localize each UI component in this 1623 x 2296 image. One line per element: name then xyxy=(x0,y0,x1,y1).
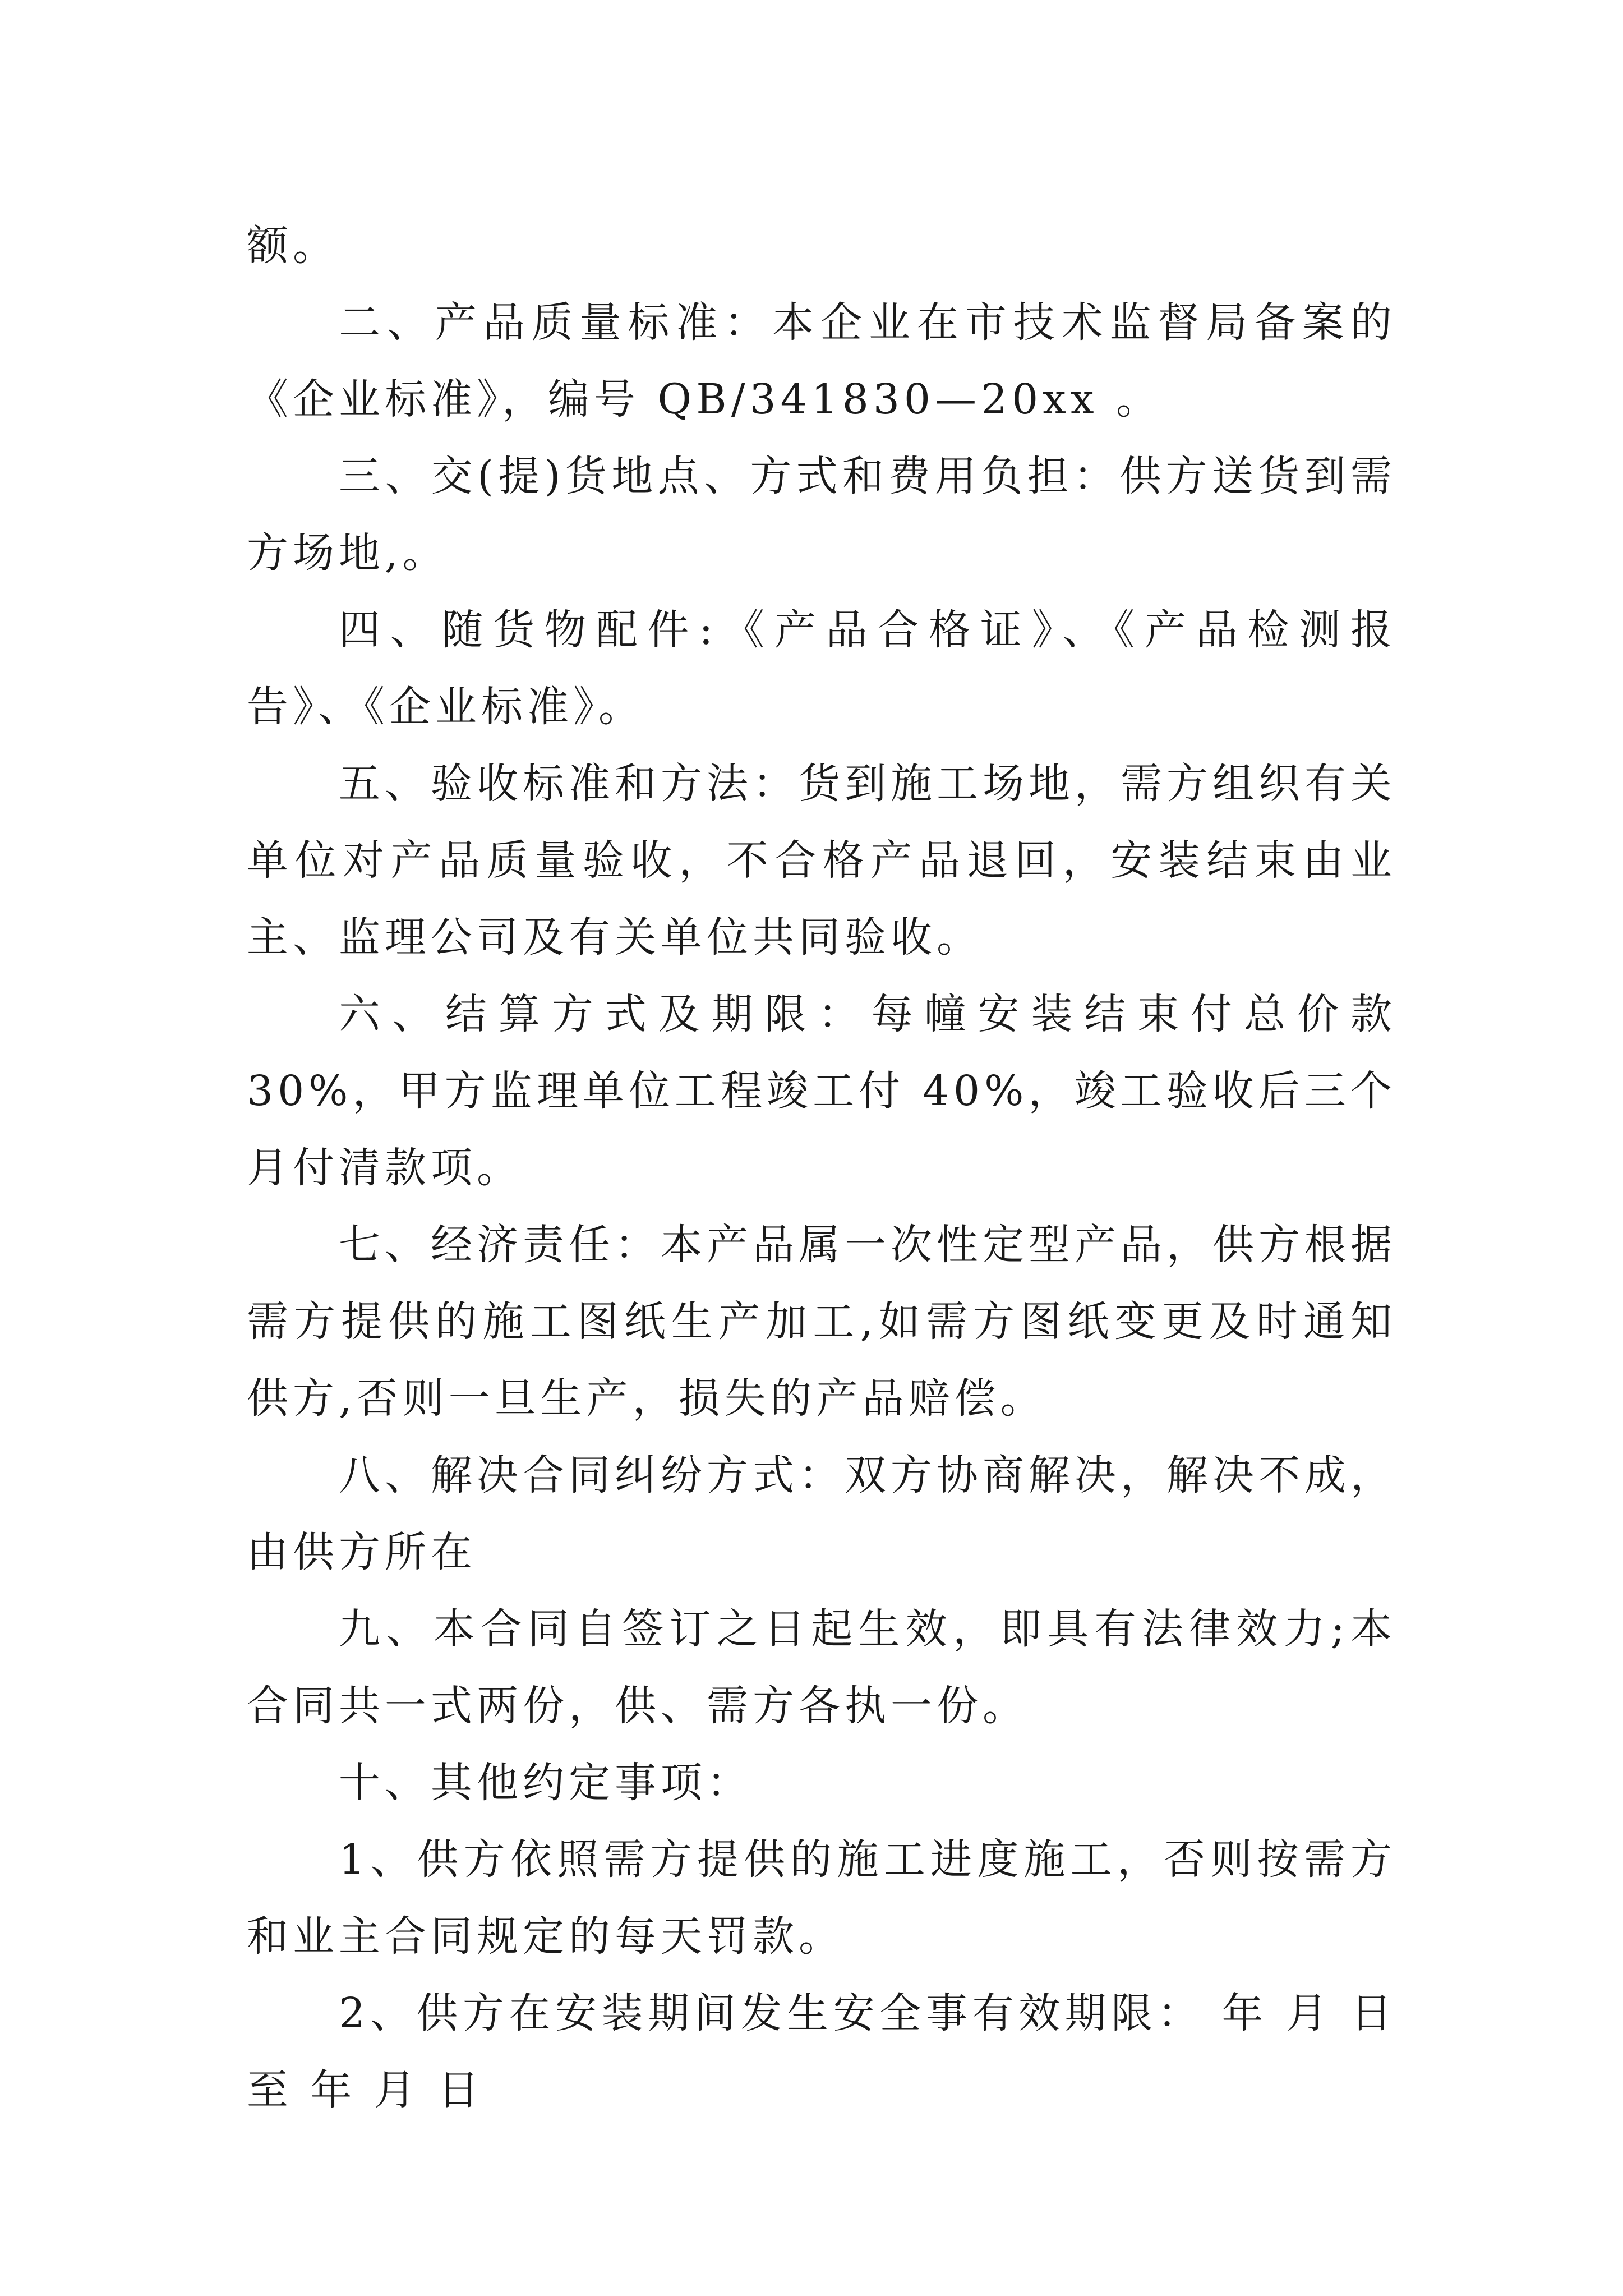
paragraph-acceptance: 五、验收标准和方法：货到施工场地，需方组织有关单位对产品质量验收，不合格产品退回，安装结束由业主、监理公司及有关单位共同验收。 xyxy=(247,760,1396,961)
paragraph-term-2: 2、供方在安装期间发生安全事有效期限： 年 月 日至 年 月 日 xyxy=(247,1989,1396,2114)
paragraph-quality-standard: 二、产品质量标准：本企业在市技术监督局备案的《企业标准》，编号 QB/341830—20xx 。 xyxy=(247,298,1396,424)
paragraph-dispute: 八、解决合同纠纷方式：双方协商解决，解决不成，由供方所在 xyxy=(247,1451,1396,1576)
paragraph-liability: 七、经济责任：本产品属一次性定型产品，供方根据需方提供的施工图纸生产加工,如需方图纸变更及时通知供方,否则一旦生产，损失的产品赔偿。 xyxy=(247,1221,1396,1423)
paragraph-accessories: 四、随货物配件:《产品合格证》、《产品检测报告》、《企业标准》。 xyxy=(247,606,1396,731)
paragraph-settlement: 六、结算方式及期限：每幢安装结束付总价款 30%，甲方监理单位工程竣工付 40%，竣工验收后三个月付清款项。 xyxy=(247,990,1414,1192)
paragraph-term-1: 1、供方依照需方提供的施工进度施工，否则按需方和业主合同规定的每天罚款。 xyxy=(247,1835,1396,1961)
paragraph-effectiveness: 九、本合同自签订之日起生效，即具有法律效力;本合同共一式两份，供、需方各执一份。 xyxy=(247,1605,1396,1730)
paragraph-delivery: 三、交(提)货地点、方式和费用负担：供方送货到需方场地,。 xyxy=(247,452,1396,577)
paragraph-other-terms-heading: 十、其他约定事项： xyxy=(339,1759,753,1807)
paragraph-continuation: 额。 xyxy=(247,222,339,270)
document-body xyxy=(247,208,1414,2129)
